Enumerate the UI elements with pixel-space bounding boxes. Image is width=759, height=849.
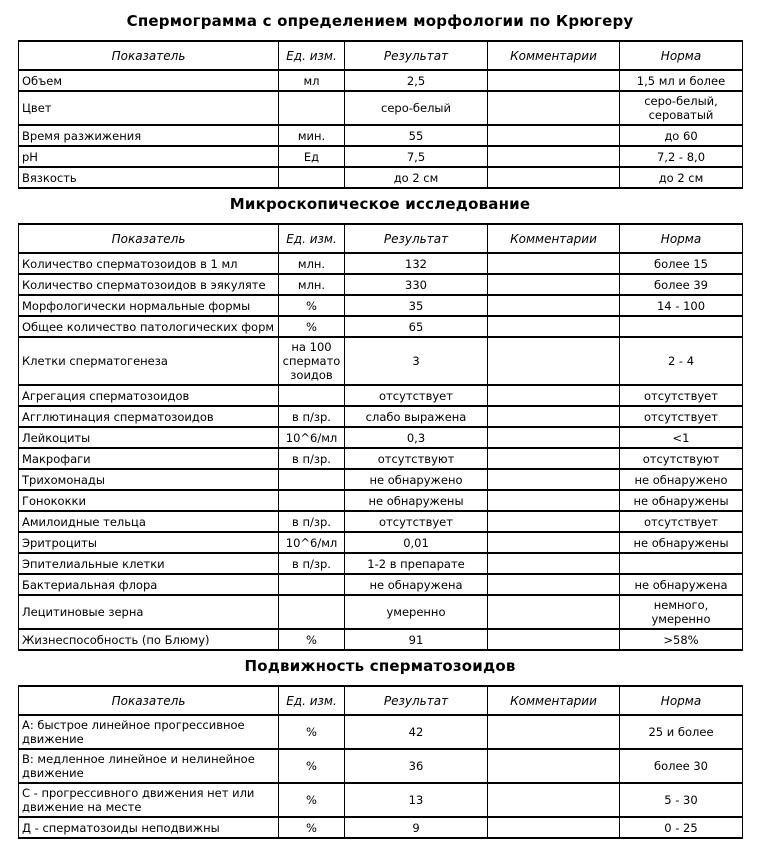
- cell-comment: [488, 91, 620, 125]
- cell-result: 3: [345, 337, 488, 385]
- cell-norm: более 15: [620, 253, 743, 274]
- cell-result: 132: [345, 253, 488, 274]
- cell-unit: в п/зр.: [279, 448, 345, 469]
- cell-norm: отсутствует: [620, 406, 743, 427]
- cell-norm: отсутствует: [620, 385, 743, 406]
- table-row: [19, 316, 743, 337]
- cell-result: 35: [345, 295, 488, 316]
- table-row: [19, 385, 743, 406]
- cell-indicator: Общее количество патологических форм: [19, 316, 279, 337]
- cell-result: отсутствует: [345, 385, 488, 406]
- cell-indicator: С - прогрессивного движения нет или движение на месте: [19, 783, 279, 817]
- cell-indicator: pH: [19, 146, 279, 167]
- cell-result: слабо выражена: [345, 406, 488, 427]
- cell-unit: Ед: [279, 146, 345, 167]
- table-row: [19, 295, 743, 316]
- cell-comment: [488, 448, 620, 469]
- cell-comment: [488, 70, 620, 91]
- cell-result: умеренно: [345, 595, 488, 629]
- cell-comment: [488, 253, 620, 274]
- table-row: [19, 490, 743, 511]
- cell-comment: [488, 553, 620, 574]
- cell-result: 2,5: [345, 70, 488, 91]
- table-row: [19, 91, 743, 125]
- cell-unit: %: [279, 316, 345, 337]
- table-row: [19, 511, 743, 532]
- cell-norm: отсутствуют: [620, 448, 743, 469]
- cell-norm: более 30: [620, 749, 743, 783]
- cell-unit: мл: [279, 70, 345, 91]
- cell-indicator: Время разжижения: [19, 125, 279, 146]
- column-header-indicator: Показатель: [19, 686, 279, 715]
- cell-indicator: Объем: [19, 70, 279, 91]
- cell-norm: немного, умеренно: [620, 595, 743, 629]
- cell-result: 36: [345, 749, 488, 783]
- cell-indicator: В: медленное линейное и нелинейное движение: [19, 749, 279, 783]
- cell-norm: до 60: [620, 125, 743, 146]
- cell-comment: [488, 749, 620, 783]
- column-header-norm: Норма: [620, 224, 743, 253]
- cell-unit: [279, 595, 345, 629]
- cell-unit: [279, 385, 345, 406]
- column-header-indicator: Показатель: [19, 224, 279, 253]
- cell-indicator: Агглютинация сперматозоидов: [19, 406, 279, 427]
- cell-norm: не обнаружены: [620, 490, 743, 511]
- cell-norm: 14 - 100: [620, 295, 743, 316]
- cell-indicator: Бактериальная флора: [19, 574, 279, 595]
- table-row: [19, 783, 743, 817]
- cell-norm: 25 и более: [620, 715, 743, 749]
- cell-comment: [488, 337, 620, 385]
- cell-indicator: Морфологически нормальные формы: [19, 295, 279, 316]
- table-row: [19, 532, 743, 553]
- cell-comment: [488, 406, 620, 427]
- cell-indicator: Вязкость: [19, 167, 279, 188]
- cell-result: отсутствует: [345, 511, 488, 532]
- cell-norm: не обнаружено: [620, 469, 743, 490]
- cell-norm: более 39: [620, 274, 743, 295]
- cell-comment: [488, 316, 620, 337]
- report-table: [18, 40, 743, 189]
- table-row: [19, 125, 743, 146]
- table-row: [19, 274, 743, 295]
- table-row: [19, 146, 743, 167]
- cell-comment: [488, 629, 620, 650]
- column-header-unit: Ед. изм.: [279, 686, 345, 715]
- table-row: [19, 427, 743, 448]
- cell-norm: не обнаружены: [620, 532, 743, 553]
- cell-result: 9: [345, 817, 488, 838]
- cell-comment: [488, 817, 620, 838]
- cell-indicator: Агрегация сперматозоидов: [19, 385, 279, 406]
- cell-unit: %: [279, 715, 345, 749]
- cell-unit: %: [279, 629, 345, 650]
- cell-norm: 1,5 мл и более: [620, 70, 743, 91]
- cell-unit: в п/зр.: [279, 553, 345, 574]
- cell-comment: [488, 167, 620, 188]
- table-row: [19, 749, 743, 783]
- cell-comment: [488, 274, 620, 295]
- cell-unit: млн.: [279, 274, 345, 295]
- cell-unit: [279, 490, 345, 511]
- cell-comment: [488, 146, 620, 167]
- cell-indicator: Д - сперматозоиды неподвижны: [19, 817, 279, 838]
- cell-indicator: Лецитиновые зерна: [19, 595, 279, 629]
- table-row: [19, 167, 743, 188]
- table-row: [19, 817, 743, 838]
- cell-result: отсутствуют: [345, 448, 488, 469]
- column-header-result: Результат: [345, 224, 488, 253]
- cell-unit: млн.: [279, 253, 345, 274]
- cell-indicator: Цвет: [19, 91, 279, 125]
- column-header-comment: Комментарии: [488, 41, 620, 70]
- cell-indicator: Лейкоциты: [19, 427, 279, 448]
- header-row: [19, 224, 743, 253]
- cell-norm: 5 - 30: [620, 783, 743, 817]
- table-row: [19, 469, 743, 490]
- cell-norm: <1: [620, 427, 743, 448]
- cell-unit: [279, 469, 345, 490]
- section-title: Спермограмма с определением морфологии по Крюгеру: [126, 12, 634, 30]
- report-table: [18, 685, 743, 839]
- cell-result: 65: [345, 316, 488, 337]
- column-header-unit: Ед. изм.: [279, 41, 345, 70]
- cell-comment: [488, 511, 620, 532]
- cell-indicator: Эритроциты: [19, 532, 279, 553]
- cell-unit: %: [279, 783, 345, 817]
- cell-result: 330: [345, 274, 488, 295]
- cell-indicator: Амилоидные тельца: [19, 511, 279, 532]
- table-row: [19, 448, 743, 469]
- cell-result: не обнаружена: [345, 574, 488, 595]
- cell-result: 0,01: [345, 532, 488, 553]
- cell-indicator: Жизнеспособность (по Блюму): [19, 629, 279, 650]
- cell-comment: [488, 469, 620, 490]
- cell-indicator: Клетки сперматогенеза: [19, 337, 279, 385]
- cell-indicator: Количество сперматозоидов в эякуляте: [19, 274, 279, 295]
- table-row: [19, 553, 743, 574]
- cell-norm: отсутствует: [620, 511, 743, 532]
- table-row: [19, 253, 743, 274]
- cell-unit: в п/зр.: [279, 406, 345, 427]
- section-title: Подвижность сперматозоидов: [244, 657, 516, 675]
- column-header-result: Результат: [345, 41, 488, 70]
- cell-comment: [488, 385, 620, 406]
- column-header-unit: Ед. изм.: [279, 224, 345, 253]
- cell-result: 42: [345, 715, 488, 749]
- table-row: [19, 595, 743, 629]
- cell-unit: в п/зр.: [279, 511, 345, 532]
- section-title: Микроскопическое исследование: [229, 195, 531, 213]
- header-row: [19, 686, 743, 715]
- cell-comment: [488, 490, 620, 511]
- cell-result: 55: [345, 125, 488, 146]
- cell-result: 0,3: [345, 427, 488, 448]
- column-header-result: Результат: [345, 686, 488, 715]
- cell-norm: 2 - 4: [620, 337, 743, 385]
- table-row: [19, 629, 743, 650]
- table-row: [19, 406, 743, 427]
- column-header-comment: Комментарии: [488, 224, 620, 253]
- cell-result: 1-2 в препарате: [345, 553, 488, 574]
- cell-comment: [488, 595, 620, 629]
- cell-unit: 10^6/мл: [279, 532, 345, 553]
- cell-indicator: Гонококки: [19, 490, 279, 511]
- cell-unit: [279, 167, 345, 188]
- cell-result: не обнаружены: [345, 490, 488, 511]
- cell-unit: %: [279, 817, 345, 838]
- cell-comment: [488, 715, 620, 749]
- table-row: [19, 574, 743, 595]
- cell-unit: %: [279, 295, 345, 316]
- table-row: [19, 70, 743, 91]
- cell-unit: %: [279, 749, 345, 783]
- cell-norm: >58%: [620, 629, 743, 650]
- cell-unit: [279, 574, 345, 595]
- cell-result: не обнаружено: [345, 469, 488, 490]
- cell-unit: 10^6/мл: [279, 427, 345, 448]
- table-row: [19, 715, 743, 749]
- cell-unit: [279, 91, 345, 125]
- cell-result: 7,5: [345, 146, 488, 167]
- cell-indicator: Трихомонады: [19, 469, 279, 490]
- cell-comment: [488, 125, 620, 146]
- cell-norm: серо-белый, сероватый: [620, 91, 743, 125]
- table-row: [19, 337, 743, 385]
- column-header-norm: Норма: [620, 686, 743, 715]
- column-header-indicator: Показатель: [19, 41, 279, 70]
- report-table: [18, 223, 743, 651]
- cell-indicator: Эпителиальные клетки: [19, 553, 279, 574]
- cell-unit: на 100 сперматозоидов: [279, 337, 345, 385]
- header-row: [19, 41, 743, 70]
- cell-result: 13: [345, 783, 488, 817]
- cell-comment: [488, 295, 620, 316]
- cell-result: серо-белый: [345, 91, 488, 125]
- cell-comment: [488, 783, 620, 817]
- cell-unit: мин.: [279, 125, 345, 146]
- cell-norm: 7,2 - 8,0: [620, 146, 743, 167]
- cell-comment: [488, 574, 620, 595]
- cell-indicator: Макрофаги: [19, 448, 279, 469]
- cell-comment: [488, 532, 620, 553]
- column-header-norm: Норма: [620, 41, 743, 70]
- cell-indicator: А: быстрое линейное прогрессивное движение: [19, 715, 279, 749]
- cell-result: 91: [345, 629, 488, 650]
- column-header-comment: Комментарии: [488, 686, 620, 715]
- cell-comment: [488, 427, 620, 448]
- cell-indicator: Количество сперматозоидов в 1 мл: [19, 253, 279, 274]
- cell-norm: [620, 553, 743, 574]
- cell-norm: 0 - 25: [620, 817, 743, 838]
- cell-norm: до 2 см: [620, 167, 743, 188]
- cell-norm: не обнаружена: [620, 574, 743, 595]
- cell-result: до 2 см: [345, 167, 488, 188]
- cell-norm: [620, 316, 743, 337]
